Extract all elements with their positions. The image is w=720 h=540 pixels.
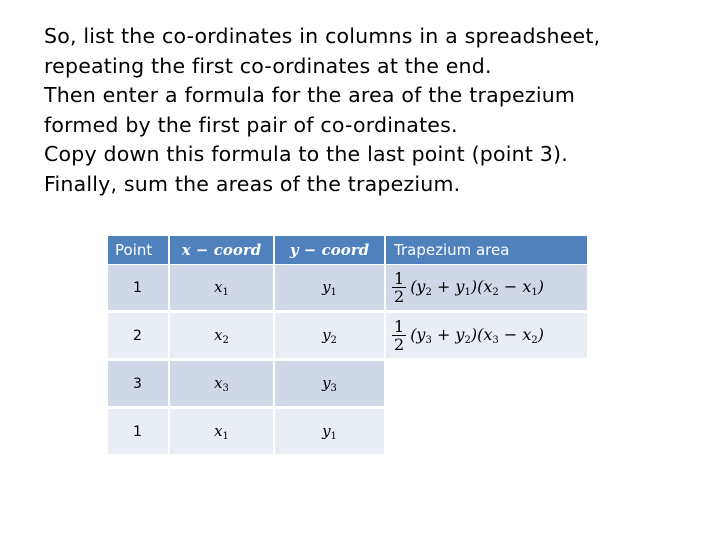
table-row (108, 313, 589, 360)
expr-part: − x (498, 277, 532, 296)
header-trapezium-area: Trapezium area (386, 236, 589, 264)
fraction-numerator: 1 (394, 269, 405, 288)
x-cell (170, 361, 275, 408)
y-sub: 3 (330, 382, 337, 394)
point-cell: 2 (108, 313, 170, 360)
y-cell (275, 409, 386, 456)
instruction-line: formed by the first pair of co-ordinates. (44, 112, 458, 137)
point-cell: 3 (108, 361, 170, 408)
header-point: Point (108, 236, 170, 264)
x-var: x (214, 421, 223, 440)
instruction-line: So, list the co-ordinates in columns in a spreadsheet, (44, 24, 601, 48)
expr-part: + y (431, 277, 465, 296)
table-header-row (108, 236, 589, 264)
area-expression (410, 325, 544, 346)
instruction-line: repeating the first co-ordinates at the end. (44, 53, 492, 78)
fraction-denominator: 2 (394, 335, 405, 354)
point-cell: 1 (108, 265, 170, 312)
table-row (108, 265, 589, 312)
half-fraction (392, 270, 406, 305)
x-sub: 1 (222, 286, 229, 298)
x-var: x (214, 277, 223, 296)
expr-part: (y (410, 325, 426, 344)
expr-part: )(x (470, 277, 493, 296)
expr-sub: 1 (464, 287, 471, 298)
expr-sub: 2 (464, 335, 471, 346)
expr-part: ) (537, 277, 544, 296)
y-cell (275, 361, 386, 408)
header-y-coord (275, 236, 386, 264)
point-cell: 1 (108, 409, 170, 456)
expr-part: ) (537, 325, 544, 344)
instructions-text (44, 22, 704, 199)
y-sub: 1 (330, 286, 337, 298)
y-var: y (322, 421, 331, 440)
y-var: y (322, 373, 331, 392)
instruction-line: Copy down this formula to the last point (point 3). (44, 142, 568, 166)
area-expression (410, 277, 544, 298)
y-var: y (322, 277, 331, 296)
area-formula-cell (386, 265, 589, 312)
expr-part: )(x (470, 325, 493, 344)
header-x-coord (170, 236, 275, 264)
x-var: x (214, 373, 223, 392)
area-formula-cell (386, 313, 589, 360)
expr-part: − x (498, 325, 532, 344)
half-fraction (392, 318, 406, 353)
y-sub: 1 (330, 430, 337, 442)
x-cell (170, 313, 275, 360)
x-cell (170, 265, 275, 312)
x-sub: 3 (222, 382, 229, 394)
x-sub: 1 (222, 430, 229, 442)
expr-sub: 3 (425, 335, 432, 346)
expr-sub: 3 (492, 335, 499, 346)
expr-sub: 2 (531, 335, 538, 346)
header-x-coord-label: x − coord (181, 241, 262, 259)
header-y-coord-label: y − coord (289, 241, 370, 259)
y-cell (275, 265, 386, 312)
expr-part: + y (431, 325, 465, 344)
table-row (108, 409, 386, 456)
x-var: x (214, 325, 223, 344)
fraction-numerator: 1 (394, 317, 405, 336)
instruction-line: Finally, sum the areas of the trapezium. (44, 171, 461, 196)
fraction-denominator: 2 (394, 287, 405, 306)
y-cell (275, 313, 386, 360)
y-sub: 2 (330, 334, 337, 346)
table-row (108, 361, 386, 408)
instruction-line: Then enter a formula for the area of the trapezium (44, 83, 576, 107)
expr-sub: 1 (531, 287, 538, 298)
x-sub: 2 (222, 334, 229, 346)
x-cell (170, 409, 275, 456)
expr-sub: 2 (492, 287, 499, 298)
y-var: y (322, 325, 331, 344)
expr-sub: 2 (425, 287, 432, 298)
expr-part: (y (410, 277, 426, 296)
